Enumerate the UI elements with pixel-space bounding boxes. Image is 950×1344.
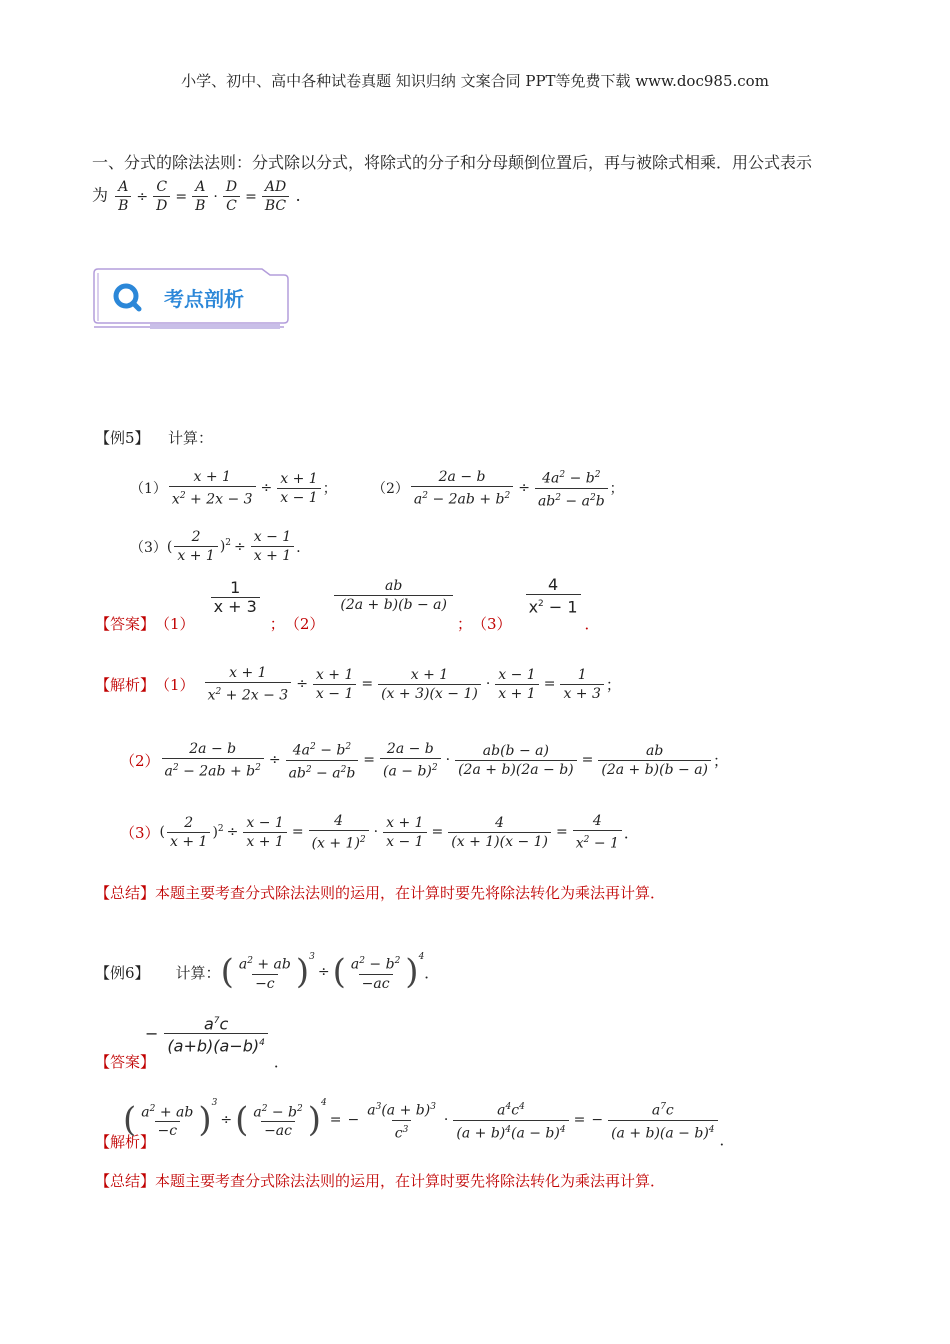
- ex5-problem-3: （3） ( $\frac{2}{x + 1}$ )$^2$ ÷ $\frac{x - 1}{x + 1}$ ．: [130, 529, 311, 564]
- ex5-solution-1: 【解析】 （1） $\frac{x + 1}{x^2 + 2x - 3}$ ÷ $\frac{x + 1}{x - 1}$ = $\frac{x + 1}{(x + 3)(x - 1)}$ · $\frac{x - 1}{x + 1}$ = $\frac{1}{x + 3}$ ；: [95, 665, 621, 704]
- rule-end: ．: [295, 185, 312, 205]
- division-rule: [92, 150, 862, 215]
- ex5-sol3-dot: ．: [623, 823, 639, 842]
- ex5-answer-sep1: ；: [269, 615, 285, 634]
- ex6-answer-dot: ．: [273, 1052, 289, 1071]
- section-badge: [92, 267, 290, 327]
- ex5-p1-semi: ；: [322, 481, 337, 498]
- ex5-sol2-semi: ；: [713, 751, 729, 770]
- ex5-p1-label: （1）: [130, 481, 167, 498]
- ex6-summary-text: 本题主要考查分式除法法则的运用，在计算时要先将除法转化为乘法再计算．: [155, 1172, 666, 1190]
- ex5-sol1-semi: ；: [605, 675, 621, 694]
- ex5-answer: 【答案】 （1） $\frac{1}{x + 3}$ ； （2） $\frac{ab}{(2a + b)(b - a)}$ ； （3） $\frac{4}{x^2 - 1}$ ．: [95, 575, 600, 634]
- ex5-answer-p3: （3）: [472, 615, 512, 634]
- ex6-answer-label: 【答案】: [95, 1052, 156, 1071]
- ex6-summary-label: 【总结】: [95, 1172, 156, 1190]
- ex6-summary: [95, 1170, 665, 1191]
- ex5-summary: [95, 882, 665, 903]
- ex5-sol-p3: （3）: [120, 823, 160, 842]
- ex6-solution-label: 【解析】: [95, 1133, 156, 1152]
- ex5-p2-label: （2）: [372, 481, 409, 498]
- ex5-answer-dot: ．: [584, 615, 600, 634]
- ex5-answer-label: 【答案】: [95, 615, 156, 634]
- ex5-solution-label: 【解析】: [95, 675, 156, 694]
- ex5-solution-2: （2） $\frac{2a - b}{a^2 - 2ab + b^2}$ ÷ $\frac{4a^2 - b^2}{ab^2 - a^2b}$ = $\frac{2a - b}{(a - b)^2}$ · $\frac{ab(b - a)}{(2a + b)(2a - b)}$ = $\frac{ab}{(2a + b)(b - a)}$ ；: [120, 740, 729, 782]
- ex6-problem: 【例6】 计算： ( $\frac{a^2 + ab}{-c}$ ) $^3$ ÷ ( $\frac{a^2 - b^2}{-ac}$ ) $^4$ ．: [95, 952, 440, 993]
- ex5-p3-label: （3）: [130, 539, 167, 556]
- ex5-problem-2: （2） $\frac{2a - b}{a^2 - 2ab + b^2}$ ÷ $\frac{4a^2 - b^2}{ab^2 - a^2b}$ ；: [372, 468, 624, 510]
- ex6-dot: ．: [424, 963, 440, 982]
- ex5-p2-semi: ；: [609, 481, 624, 498]
- ex5-answer-p2: （2）: [284, 615, 325, 634]
- ex6-answer: 【答案】 − $\frac{a^7c}{(a+b)(a-b)^4}$ ．: [95, 1014, 289, 1071]
- badge-title: 考点剖析: [164, 287, 244, 311]
- ex5-summary-text: 本题主要考查分式除法法则的运用，在计算时要先将除法转化为乘法再计算．: [155, 884, 666, 902]
- ex6-solution: 【解析】 ( $\frac{a^2 + ab}{-c}$ ) $^3$ ÷ ( $\frac{a^2 - b^2}{-ac}$ ) $^4$ = − $\frac{a^3(a + b)^3}{c^3}$ · $\frac{a^4c^4}{(a + b)^4(a - b)^4}$ = − $\frac{a^7c}{(a + b)(a - b)^4}$ ．: [95, 1098, 735, 1152]
- ex5-problem-1: （1） $\frac{x + 1}{x^2 + 2x - 3}$ ÷ $\frac{x + 1}{x - 1}$ ；: [130, 469, 337, 508]
- ex5-sol-p2: （2）: [120, 751, 160, 770]
- ex5-answer-p1: （1）: [155, 615, 195, 634]
- ex5-answer-sep2: ；: [457, 615, 473, 634]
- ex5-sol-p1: （1）: [155, 675, 195, 694]
- ex6-prompt: 计算：: [175, 963, 221, 982]
- ex5-summary-label: 【总结】: [95, 884, 156, 902]
- rule-prefix: 为: [92, 185, 109, 205]
- ex6-sol-dot: ．: [719, 1131, 735, 1150]
- rule-text: 一、分式的除法法则：分式除以分式，将除式的分子和分母颠倒位置后，再与被除式相乘．用公式表示: [92, 153, 813, 172]
- page-header: 小学、初中、高中各种试卷真题 知识归纳 文案合同 PPT等免费下载 www.doc985.com: [181, 72, 769, 90]
- ex5-label: 【例5】: [95, 429, 150, 447]
- ex5-prompt: 计算：: [168, 429, 214, 447]
- ex5-solution-3: （3） ( $\frac{2}{x + 1}$ )$^2$ ÷ $\frac{x - 1}{x + 1}$ = $\frac{4}{(x + 1)^2}$ · $\frac{x + 1}{x - 1}$ = $\frac{4}{(x + 1)(x - 1)}$ = $\frac{4}{x^2 - 1}$ ．: [120, 813, 639, 852]
- rule-formula: $\frac{A}{B}$ ÷ $\frac{C}{D}$ = $\frac{A}{B}$ · $\frac{D}{C}$ = $\frac{AD}{BC}$: [113, 189, 296, 205]
- ex6-label: 【例6】: [95, 963, 150, 982]
- ex5-p3-dot: ．: [296, 539, 311, 556]
